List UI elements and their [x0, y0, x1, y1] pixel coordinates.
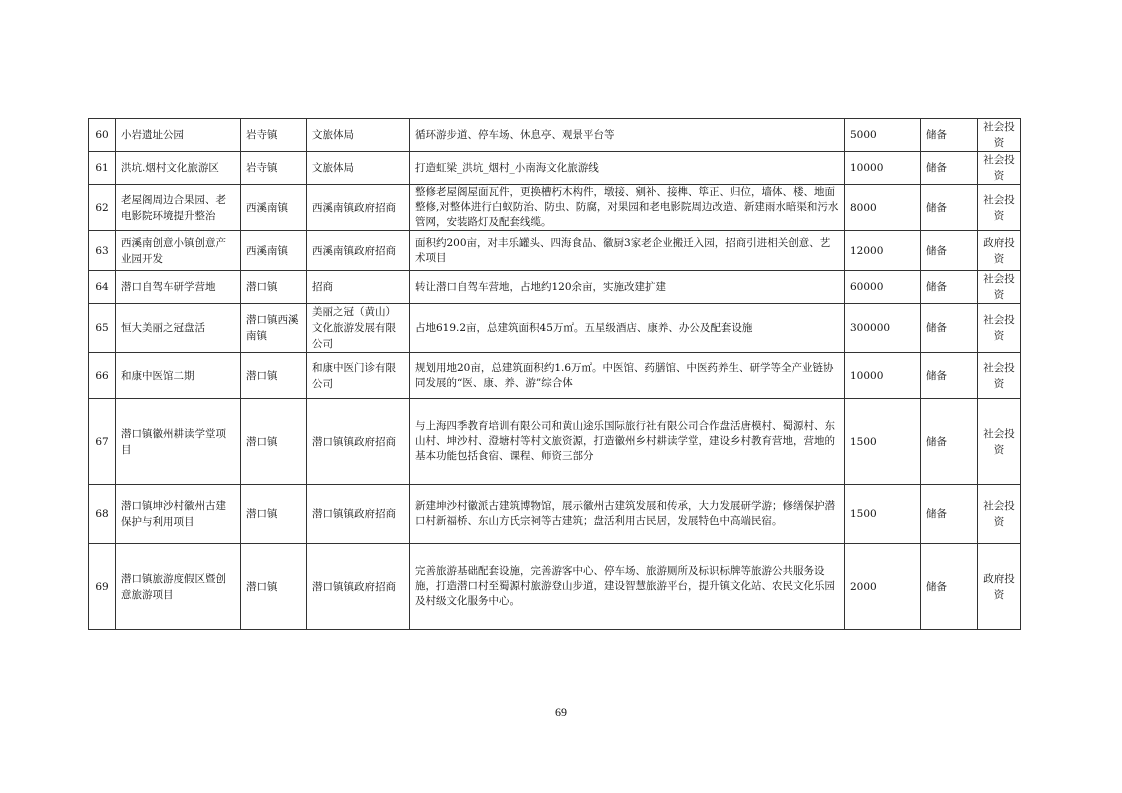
table-row — [89, 544, 1021, 630]
row-number: 61 — [89, 152, 116, 185]
investment-type: 社会投资 — [978, 119, 1021, 152]
table-row — [89, 231, 1021, 271]
project-content: 占地619.2亩，总建筑面积45万㎡。五星级酒店、康养、办公及配套设施 — [410, 304, 845, 353]
project-status: 储备 — [921, 544, 978, 630]
row-number: 68 — [89, 485, 116, 544]
responsible-unit: 文旅体局 — [307, 119, 410, 152]
project-table — [88, 118, 1021, 630]
investment-type: 社会投资 — [978, 485, 1021, 544]
town-name: 西溪南镇 — [241, 231, 307, 271]
town-name: 岩寺镇 — [241, 152, 307, 185]
investment-amount: 300000 — [845, 304, 921, 353]
row-number: 65 — [89, 304, 116, 353]
project-name: 潜口镇坤沙村徽州古建保护与利用项目 — [116, 485, 241, 544]
project-name: 西溪南创意小镇创意产业园开发 — [116, 231, 241, 271]
table-row — [89, 185, 1021, 231]
project-status: 储备 — [921, 399, 978, 485]
investment-amount: 1500 — [845, 485, 921, 544]
project-content: 完善旅游基础配套设施，完善游客中心、停车场、旅游厕所及标识标牌等旅游公共服务设施，打造潜口村至蜀源村旅游登山步道，建设智慧旅游平台，提升镇文化站、农民文化乐园及村级文化服务中心。 — [410, 544, 845, 630]
project-name: 潜口镇徽州耕读学堂项目 — [116, 399, 241, 485]
responsible-unit: 潜口镇镇政府招商 — [307, 544, 410, 630]
investment-type: 社会投资 — [978, 399, 1021, 485]
responsible-unit: 潜口镇镇政府招商 — [307, 399, 410, 485]
responsible-unit: 招商 — [307, 271, 410, 304]
project-status: 储备 — [921, 231, 978, 271]
town-name: 潜口镇 — [241, 353, 307, 399]
investment-type: 社会投资 — [978, 185, 1021, 231]
responsible-unit: 潜口镇镇政府招商 — [307, 485, 410, 544]
investment-amount: 12000 — [845, 231, 921, 271]
table-row — [89, 152, 1021, 185]
project-name: 潜口自驾车研学营地 — [116, 271, 241, 304]
investment-type: 政府投资 — [978, 544, 1021, 630]
project-name: 潜口镇旅游度假区暨创意旅游项目 — [116, 544, 241, 630]
row-number: 60 — [89, 119, 116, 152]
project-status: 储备 — [921, 152, 978, 185]
project-content: 整修老屋阁屋面瓦件，更换槽朽木构件，墩接、剜补、接榫、筚正、归位，墙体、楼、地面整修,对整体进行白蚁防治、防虫、防腐，对果园和老电影院周边改造、新建雨水暗渠和污水管网，安装路灯及配套线缆。 — [410, 185, 845, 231]
investment-type: 政府投资 — [978, 231, 1021, 271]
investment-amount: 1500 — [845, 399, 921, 485]
investment-amount: 8000 — [845, 185, 921, 231]
project-content: 面积约200亩，对丰乐罐头、四海食品、徽厨3家老企业搬迁入园，招商引进相关创意、艺术项目 — [410, 231, 845, 271]
responsible-unit: 美丽之冠（黄山）文化旅游发展有限公司 — [307, 304, 410, 353]
table-row — [89, 353, 1021, 399]
town-name: 潜口镇 — [241, 544, 307, 630]
row-number: 62 — [89, 185, 116, 231]
project-content: 新建坤沙村徽派古建筑博物馆，展示徽州古建筑发展和传承，大力发展研学游；修缮保护潜口村新福桥、东山方氏宗祠等古建筑；盘活利用古民居，发展特色中高端民宿。 — [410, 485, 845, 544]
investment-amount: 10000 — [845, 152, 921, 185]
investment-amount: 5000 — [845, 119, 921, 152]
investment-amount: 10000 — [845, 353, 921, 399]
project-status: 储备 — [921, 185, 978, 231]
project-content: 打造虹梁_洪坑_烟村_小南海文化旅游线 — [410, 152, 845, 185]
town-name: 潜口镇 — [241, 399, 307, 485]
responsible-unit: 和康中医门诊有限公司 — [307, 353, 410, 399]
project-status: 储备 — [921, 485, 978, 544]
project-content: 与上海四季教育培训有限公司和黄山途乐国际旅行社有限公司合作盘活唐模村、蜀源村、东山村、坤沙村、澄塘村等村文旅资源，打造徽州乡村耕读学堂，建设乡村教育营地，营地的基本功能包括食宿、课程、师资三部分 — [410, 399, 845, 485]
row-number: 67 — [89, 399, 116, 485]
project-name: 老屋阁周边合果园、老电影院环境提升整治 — [116, 185, 241, 231]
project-content: 规划用地20亩，总建筑面积约1.6万㎡。中医馆、药膳馆、中医药养生、研学等全产业链协同发展的“医、康、养、游”综合体 — [410, 353, 845, 399]
investment-type: 社会投资 — [978, 271, 1021, 304]
project-content: 循环游步道、停车场、休息亭、观景平台等 — [410, 119, 845, 152]
page-number: 69 — [555, 705, 567, 719]
project-name: 小岩遗址公园 — [116, 119, 241, 152]
project-status: 储备 — [921, 353, 978, 399]
row-number: 69 — [89, 544, 116, 630]
table-row — [89, 119, 1021, 152]
town-name: 潜口镇 — [241, 485, 307, 544]
investment-type: 社会投资 — [978, 353, 1021, 399]
responsible-unit: 西溪南镇政府招商 — [307, 185, 410, 231]
project-status: 储备 — [921, 304, 978, 353]
project-name: 恒大美丽之冠盘活 — [116, 304, 241, 353]
town-name: 西溪南镇 — [241, 185, 307, 231]
investment-type: 社会投资 — [978, 304, 1021, 353]
row-number: 66 — [89, 353, 116, 399]
investment-amount: 2000 — [845, 544, 921, 630]
table-row — [89, 399, 1021, 485]
row-number: 63 — [89, 231, 116, 271]
row-number: 64 — [89, 271, 116, 304]
town-name: 岩寺镇 — [241, 119, 307, 152]
table-row — [89, 485, 1021, 544]
table-body — [89, 119, 1021, 630]
project-status: 储备 — [921, 119, 978, 152]
responsible-unit: 西溪南镇政府招商 — [307, 231, 410, 271]
project-status: 储备 — [921, 271, 978, 304]
responsible-unit: 文旅体局 — [307, 152, 410, 185]
table-row — [89, 271, 1021, 304]
investment-amount: 60000 — [845, 271, 921, 304]
project-content: 转让潜口自驾车营地，占地约120余亩，实施改建扩建 — [410, 271, 845, 304]
project-name: 和康中医馆二期 — [116, 353, 241, 399]
project-name: 洪坑.烟村文化旅游区 — [116, 152, 241, 185]
investment-type: 社会投资 — [978, 152, 1021, 185]
table-row — [89, 304, 1021, 353]
town-name: 潜口镇西溪南镇 — [241, 304, 307, 353]
town-name: 潜口镇 — [241, 271, 307, 304]
